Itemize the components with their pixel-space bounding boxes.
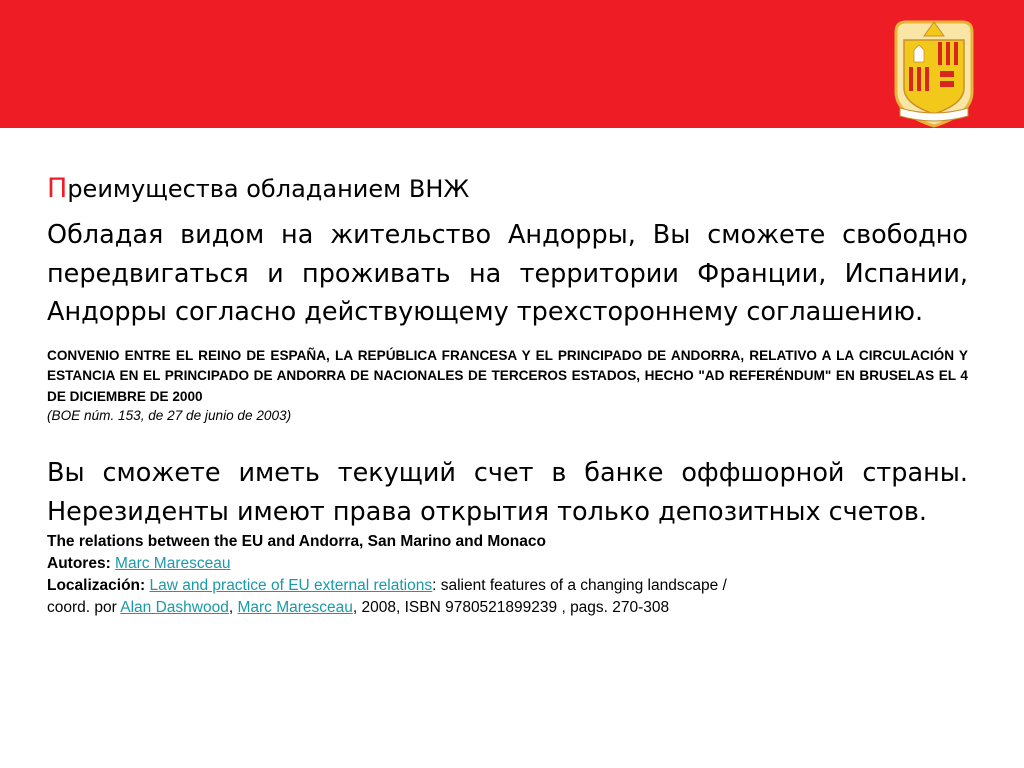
header-banner bbox=[0, 0, 1024, 128]
title-initial: П bbox=[47, 173, 68, 204]
author-link-dashwood[interactable]: Alan Dashwood bbox=[120, 599, 229, 616]
reference-title bbox=[47, 531, 968, 553]
reference-title-text: The relations between the EU and Andorra, San Marino and Monaco bbox=[47, 533, 546, 550]
reference-authors bbox=[47, 553, 968, 575]
residence-benefit-paragraph: Обладая видом на жительство Андорры, Вы сможете свободно передвигаться и проживать на территории Франции, Испании, Андорры согласно действующему трехстороннему соглашению. bbox=[47, 220, 968, 327]
reference-localization bbox=[47, 575, 968, 597]
coord-prefix: coord. por bbox=[47, 599, 121, 616]
book-link[interactable]: Law and practice of EU external relations bbox=[149, 577, 433, 594]
bank-account-paragraph: Вы сможете иметь текущий счет в банке оффшорной страны. Нерезиденты имеют права открытия только депозитных счетов. bbox=[47, 458, 968, 527]
slide-content bbox=[47, 172, 968, 619]
page-title bbox=[47, 172, 968, 206]
convention-title: CONVENIO ENTRE EL REINO DE ESPAÑA, LA REPÚBLICA FRANCESA Y EL PRINCIPADO DE ANDORRA, RELATIVO A LA CIRCULACIÓN Y ESTANCIA EN EL PRINCIPADO DE ANDORRA DE NACIONALES DE TERCEROS ESTADOS, HECHO "AD REFERÉNDUM" EN BRUSELAS EL 4 DE DICIEMBRE DE 2000 bbox=[47, 347, 968, 404]
reference-coordination bbox=[47, 597, 968, 619]
book-subtitle: : salient features of a changing landscape / bbox=[432, 577, 727, 594]
coord-tail: , 2008, ISBN 9780521899239 , pags. 270-308 bbox=[352, 599, 670, 616]
author-link-maresceau-2[interactable]: Marc Maresceau bbox=[237, 599, 353, 616]
boe-note: (BOE núm. 153, de 27 de junio de 2003) bbox=[47, 408, 292, 423]
localizacion-label: Localización: bbox=[47, 577, 146, 594]
title-text: реимущества обладанием ВНЖ bbox=[67, 175, 470, 203]
andorra-coat-of-arms-icon bbox=[886, 18, 982, 130]
autores-label: Autores: bbox=[47, 555, 111, 572]
author-link-maresceau[interactable]: Marc Maresceau bbox=[115, 555, 231, 572]
coord-comma: , bbox=[228, 599, 238, 616]
